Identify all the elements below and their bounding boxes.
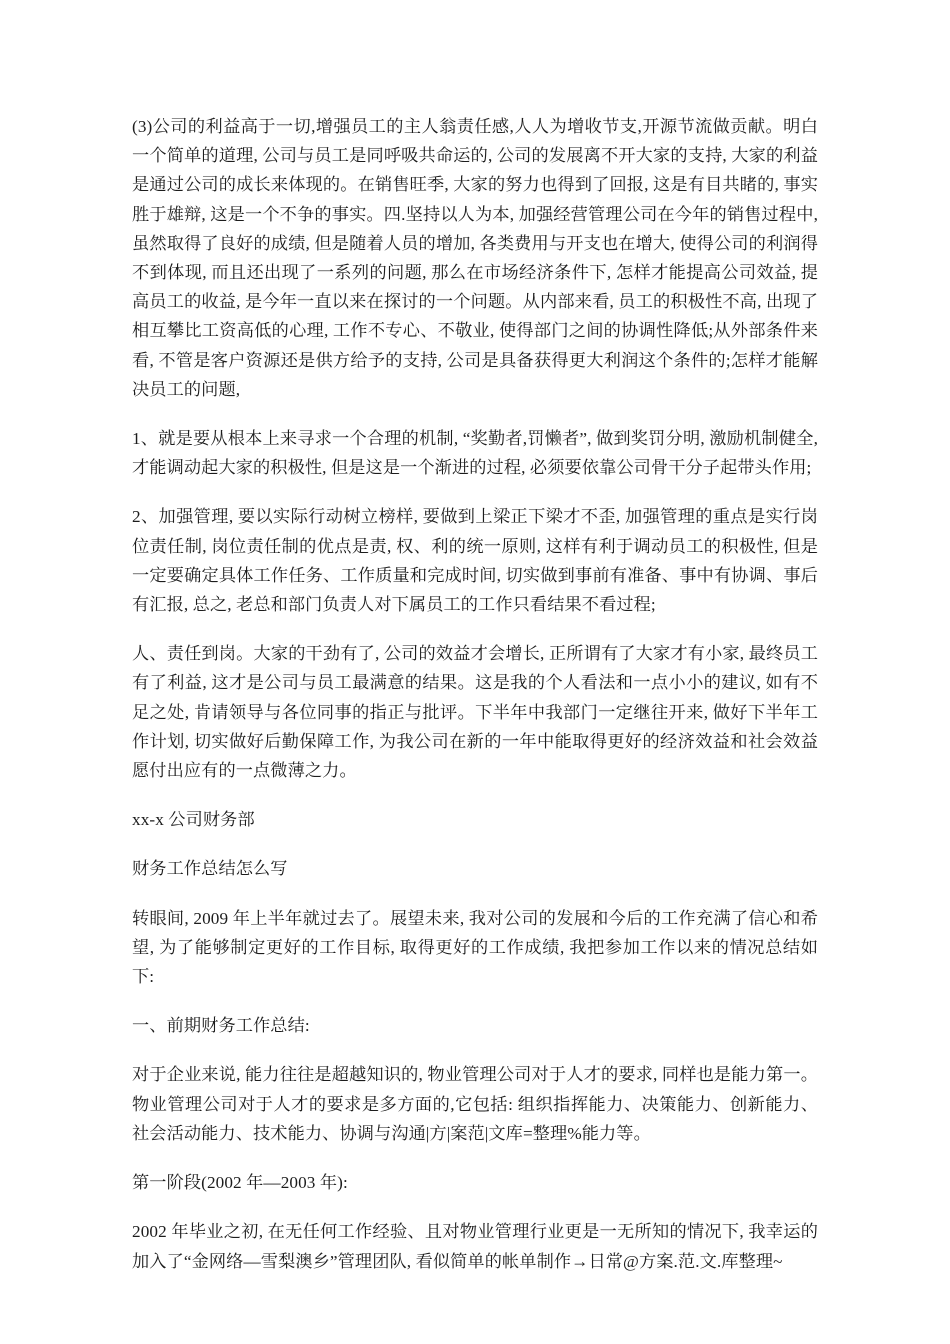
signature-line-finance-department: xx-x 公司财务部: [132, 810, 255, 830]
paragraph-item-2-strengthen-management: 2、加强管理, 要以实际行动树立榜样, 要做到上梁正下梁才不歪, 加强管理的重点是实行岗位责任制, 岗位责任制的优点是责, 权、利的统一原则, 这样有利于调动员工的积极性, 但是一定要确定具体工作任务、工作质量和完成时间, 切实做到事前有准备、事中有协调、事后有汇报, 总之, 老总和部门负责人对下属员工的工作只看结果不看过程;: [132, 507, 818, 615]
subsection-heading-stage-one: 第一阶段(2002 年—2003 年):: [132, 1173, 348, 1193]
heading-how-to-write-summary: 财务工作总结怎么写: [132, 859, 288, 879]
section-heading-prior-finance-summary: 一、前期财务工作总结:: [132, 1016, 310, 1036]
paragraph-intro-company-interest: (3)公司的利益高于一切,增强员工的主人翁责任感,人人为增收节支,开源节流做贡献。明白一个简单的道理, 公司与员工是同呼吸共命运的, 公司的发展离不开大家的支持, 大家的利益是通过公司的成长来体现的。在销售旺季, 大家的努力也得到了回报, 这是有目共睹的, 事实胜于雄辩, 这是一个不争的事实。四.坚持以人为本, 加强经营管理公司在今年的销售过程中, 虽然取得了良好的成绩, 但是随着人员的增加, 各类费用与开支也在增大, 使得公司的利润得不到体现, 而且还出现了一系列的问题, 那么在市场经济条件下, 怎样才能提高公司效益, 提高员工的收益, 是今年一直以来在探讨的一个问题。从内部来看, 员工的积极性不高, 出现了相互攀比工资高低的心理, 工作不专心、不敬业, 使得部门之间的协调性降低;从外部条件来看, 不管是客户资源还是供方给予的支持, 公司是具备获得更大利润这个条件的;怎样才能解决员工的问题,: [132, 117, 818, 399]
paragraph-2009-first-half-review: 转眼间, 2009 年上半年就过去了。展望未来, 我对公司的发展和今后的工作充满了信心和希望, 为了能够制定更好的工作目标, 取得更好的工作成绩, 我把参加工作以来的情况总结如下:: [132, 908, 818, 987]
paragraph-item-1-incentive-mechanism: 1、就是要从根本上来寻求一个合理的机制, “奖勤者,罚懒者”, 做到奖罚分明, 激励机制健全, 才能调动起大家的积极性, 但是这是一个渐进的过程, 必须要依靠公司骨干分子起带头作用;: [132, 429, 818, 478]
paragraph-responsibility-to-post: 人、责任到岗。大家的干劲有了, 公司的效益才会增长, 正所谓有了大家才有小家, 最终员工有了利益, 这才是公司与员工最满意的结果。这是我的个人看法和一点小小的建议, 如有不足之处, 肯请领导与各位同事的指正与批评。下半年中我部门一定继往开来, 做好下半年工作计划, 切实做好后勤保障工作, 为我公司在新的一年中能取得更好的经济效益和社会效益愿付出应有的一点微薄之力。: [132, 644, 818, 781]
document-body: [132, 112, 818, 1276]
paragraph-ability-requirements: 对于企业来说, 能力往往是超越知识的, 物业管理公司对于人才的要求, 同样也是能力第一。物业管理公司对于人才的要求是多方面的,它包括: 组织指挥能力、决策能力、创新能力、社会活动能力、技术能力、协调与沟通|方|案范|文库=整理%能力等。: [132, 1065, 818, 1143]
paragraph-stage-one-experience: 2002 年毕业之初, 在无任何工作经验、且对物业管理行业更是一无所知的情况下, 我幸运的加入了“金网络—雪梨澳乡”管理团队, 看似简单的帐单制作→日常@方案.范.文.库整理~: [132, 1222, 818, 1271]
